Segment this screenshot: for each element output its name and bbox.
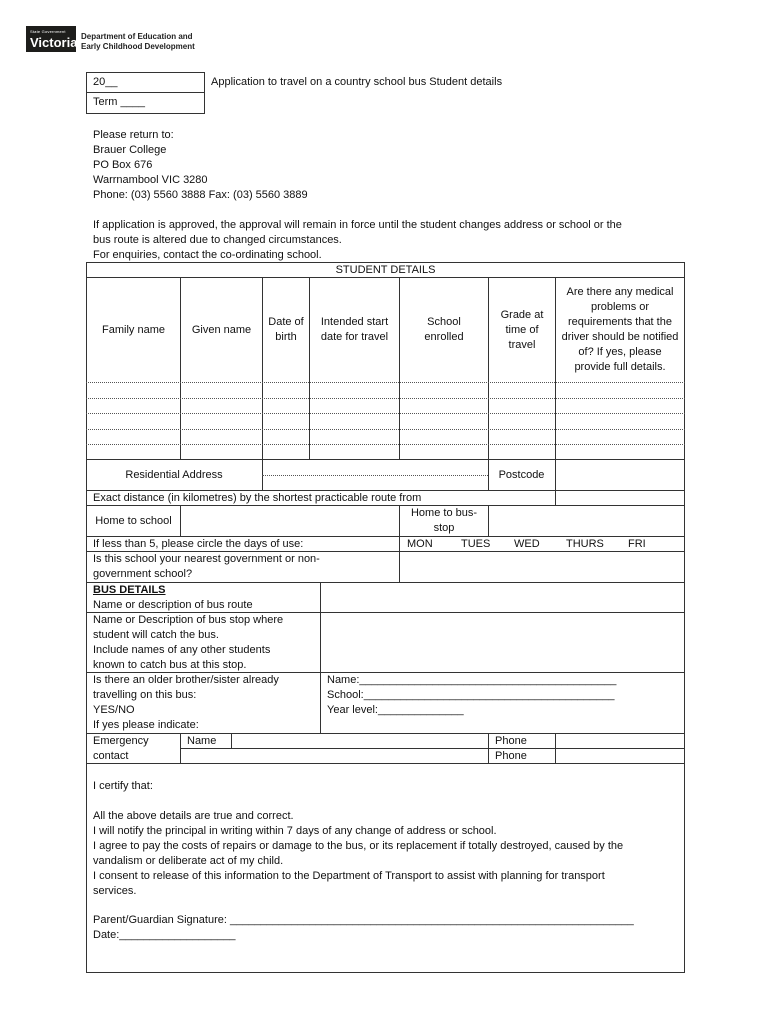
emergency-phone-field-2[interactable] (556, 749, 684, 763)
sibling-name-field[interactable]: Name:__________________________________________ (327, 674, 617, 686)
sibling-label-line1: Is there an older brother/sister already (93, 674, 279, 686)
department-name-line1: Department of Education and (81, 32, 193, 41)
circle-days-label: If less than 5, please circle the days of use: (93, 538, 304, 550)
bus-stop-label-line4: known to catch bus at this stop. (93, 659, 247, 671)
col-school-enrolled: School enrolled (424, 316, 464, 343)
home-to-school-label: Home to school (95, 514, 172, 527)
certify-line3: I agree to pay the costs of repairs or damage to the bus, or its replacement if totally destroyed, caused by the (93, 840, 624, 852)
sibling-year-field[interactable]: Year level:______________ (327, 704, 464, 716)
nearest-school-line1: Is this school your nearest government or non- (93, 553, 320, 565)
bus-route-field[interactable] (321, 583, 684, 612)
certify-line5: I consent to release of this information to the Department of Transport to assist with planning for transport (93, 870, 605, 882)
return-town: Warrnambool VIC 3280 (93, 174, 208, 186)
certify-line2: I will notify the principal in writing within 7 days of any change of address or school. (93, 825, 497, 837)
emergency-name-field[interactable] (232, 734, 488, 749)
bus-details-heading: BUS DETAILS (93, 584, 166, 596)
day-thurs[interactable]: THURS (566, 538, 604, 550)
date-field[interactable]: Date:___________________ (93, 929, 236, 941)
emergency-label: Emergency (93, 735, 149, 747)
return-po-box: PO Box 676 (93, 159, 153, 171)
return-school: Brauer College (93, 144, 167, 156)
col-grade: Grade at time of travel (500, 308, 544, 351)
contact-label: contact (93, 750, 129, 762)
student-data-rows[interactable] (87, 383, 684, 459)
sibling-label-line2: travelling on this bus: (93, 689, 197, 701)
return-heading: Please return to: (93, 129, 174, 141)
residential-address-label: Residential Address (125, 468, 223, 481)
department-name-line2: Early Childhood Development (81, 42, 195, 51)
return-phone: Phone: (03) 5560 3888 Fax: (03) 5560 3889 (93, 189, 308, 201)
home-to-school-distance[interactable] (181, 507, 399, 535)
sibling-yes-no[interactable]: YES/NO (93, 704, 135, 716)
day-wed[interactable]: WED (514, 538, 540, 550)
notice-line2: bus route is altered due to changed circumstances. (93, 234, 342, 246)
col-medical: Are there any medical problems or requirements that the driver should be notified of? If yes, please provide full details. (561, 286, 679, 373)
emergency-name-label: Name (187, 735, 217, 747)
col-date-of-birth: Date of birth (268, 316, 304, 343)
logo-state-text: Victoria (30, 35, 78, 50)
bus-stop-label-line2: student will catch the bus. (93, 629, 219, 641)
certify-line1: All the above details are true and correct. (93, 810, 294, 822)
col-start-date: Intended start date for travel (320, 316, 389, 343)
notice-line1: If application is approved, the approval will remain in force until the student changes address or school or the (93, 219, 622, 231)
day-tues[interactable]: TUES (461, 538, 491, 550)
logo-gov-text: State Government (30, 29, 66, 34)
col-family-name: Family name (102, 323, 165, 336)
day-fri[interactable]: FRI (628, 538, 646, 550)
signature-field[interactable]: Parent/Guardian Signature: __________________________________________________________________ (93, 914, 634, 926)
emergency-phone-label-1: Phone (495, 735, 527, 747)
certify-line4: vandalism or deliberate act of my child. (93, 855, 284, 867)
victoria-logo (26, 26, 76, 52)
certify-heading: I certify that: (93, 780, 153, 792)
postcode-field[interactable] (556, 461, 684, 489)
postcode-label: Postcode (498, 468, 545, 481)
bus-stop-label-line1: Name or Description of bus stop where (93, 614, 284, 626)
bus-stop-field[interactable] (321, 613, 684, 672)
notice-line3: For enquiries, contact the co-ordinating school. (93, 249, 322, 261)
nearest-school-line2: government school? (93, 568, 193, 580)
distance-label: Exact distance (in kilometres) by the shortest practicable route from (93, 492, 422, 504)
nearest-school-answer[interactable] (400, 552, 684, 581)
day-mon[interactable]: MON (407, 538, 433, 550)
col-given-name: Given name (191, 323, 252, 336)
sibling-school-field[interactable]: School:_________________________________________ (327, 689, 615, 701)
bus-route-label: Name or description of bus route (93, 599, 253, 611)
bus-stop-label-line3: Include names of any other students (93, 644, 271, 656)
year-field[interactable]: 20__ (93, 76, 118, 88)
residential-address-field[interactable] (263, 461, 488, 489)
certify-line6: services. (93, 885, 137, 897)
emergency-phone-field-1[interactable] (556, 734, 684, 748)
home-to-stop-label: Home to bus-stop (410, 507, 478, 534)
student-details-heading: STUDENT DETAILS (335, 263, 436, 276)
emergency-phone-label-2: Phone (495, 750, 527, 762)
form-title: Application to travel on a country school bus Student details (211, 76, 503, 88)
home-to-stop-distance[interactable] (489, 507, 684, 535)
term-field[interactable]: Term ____ (93, 96, 145, 108)
sibling-label-line4: If yes please indicate: (93, 719, 199, 731)
